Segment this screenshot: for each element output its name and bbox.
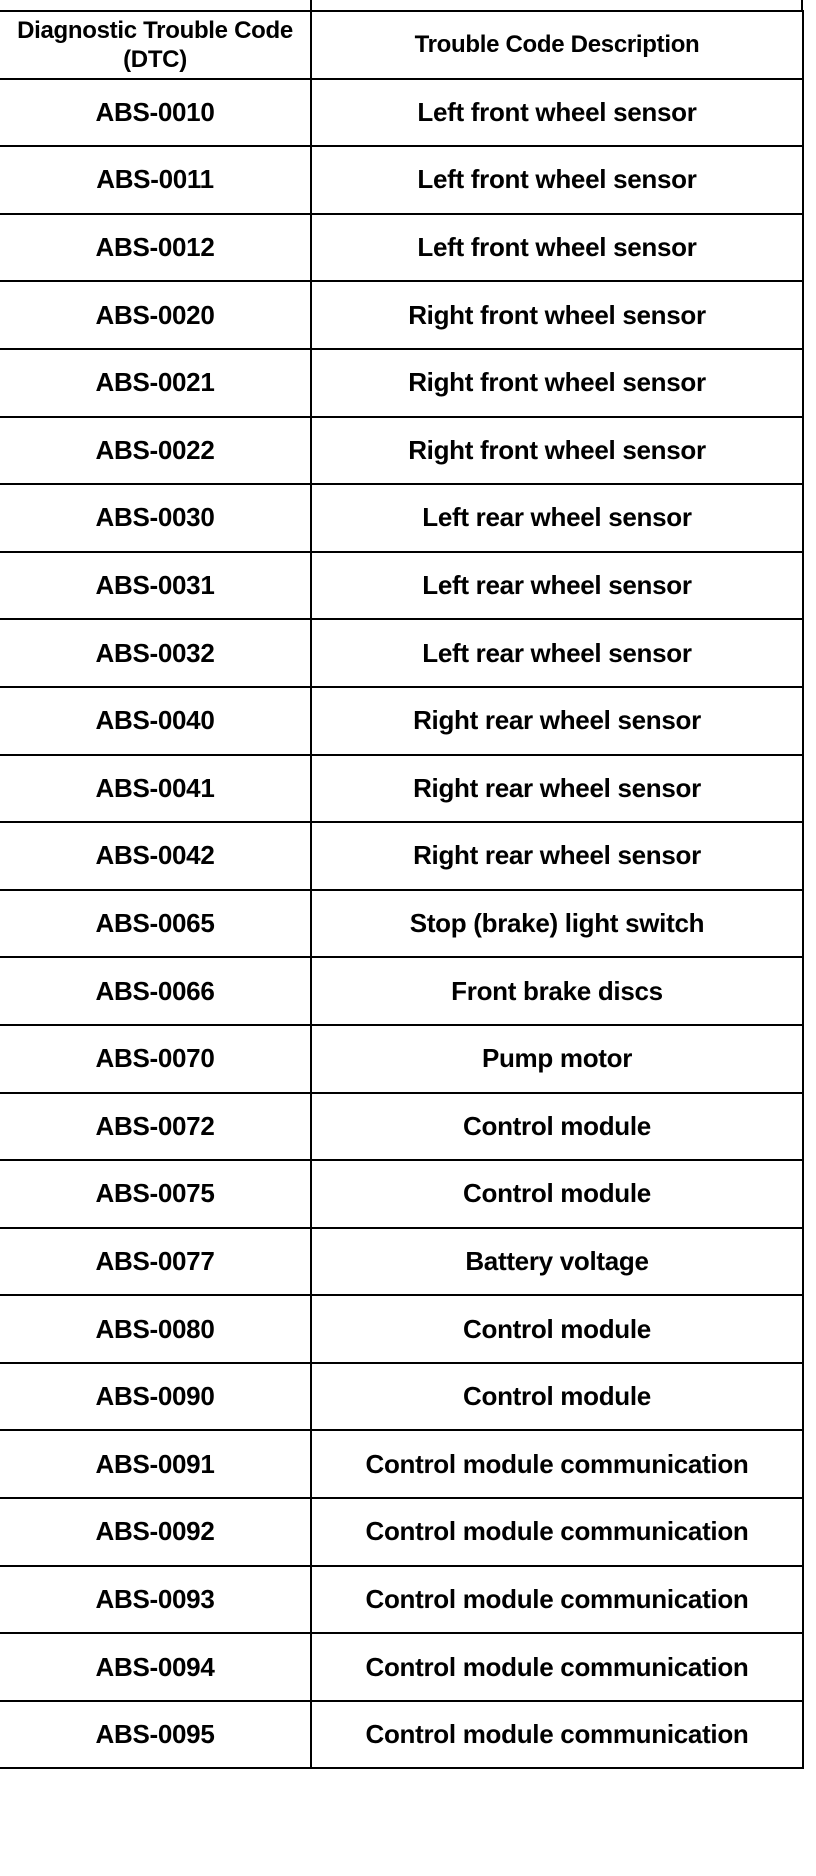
dtc-description-cell: Control module — [311, 1093, 803, 1161]
dtc-code-cell: ABS-0041 — [0, 755, 311, 823]
dtc-code-cell: ABS-0042 — [0, 822, 311, 890]
dtc-description-cell: Left front wheel sensor — [311, 214, 803, 282]
dtc-description-cell: Control module — [311, 1295, 803, 1363]
dtc-description-cell: Left rear wheel sensor — [311, 484, 803, 552]
dtc-code-cell: ABS-0080 — [0, 1295, 311, 1363]
dtc-description-cell: Left rear wheel sensor — [311, 619, 803, 687]
dtc-code-cell: ABS-0093 — [0, 1566, 311, 1634]
table-row — [0, 687, 803, 755]
table-row — [0, 1566, 803, 1634]
dtc-table — [0, 10, 804, 1769]
dtc-code-cell: ABS-0065 — [0, 890, 311, 958]
dtc-description-cell: Right rear wheel sensor — [311, 822, 803, 890]
dtc-code-cell: ABS-0032 — [0, 619, 311, 687]
dtc-code-cell: ABS-0091 — [0, 1430, 311, 1498]
description-column-header: Trouble Code Description — [311, 11, 803, 79]
dtc-code-cell: ABS-0090 — [0, 1363, 311, 1431]
dtc-code-cell: ABS-0092 — [0, 1498, 311, 1566]
dtc-code-cell: ABS-0031 — [0, 552, 311, 620]
dtc-code-cell: ABS-0030 — [0, 484, 311, 552]
table-row — [0, 1160, 803, 1228]
table-row — [0, 281, 803, 349]
table-row — [0, 822, 803, 890]
dtc-code-cell: ABS-0010 — [0, 79, 311, 147]
dtc-code-cell: ABS-0094 — [0, 1633, 311, 1701]
dtc-description-cell: Right front wheel sensor — [311, 349, 803, 417]
table-row — [0, 417, 803, 485]
table-row — [0, 1295, 803, 1363]
table-row — [0, 1093, 803, 1161]
table-row — [0, 1498, 803, 1566]
dtc-description-cell: Control module communication — [311, 1430, 803, 1498]
table-row — [0, 214, 803, 282]
dtc-code-cell: ABS-0011 — [0, 146, 311, 214]
table-row — [0, 79, 803, 147]
dtc-code-cell: ABS-0072 — [0, 1093, 311, 1161]
dtc-description-cell: Control module communication — [311, 1566, 803, 1634]
table-row — [0, 1228, 803, 1296]
dtc-table-body — [0, 79, 803, 1769]
table-row — [0, 146, 803, 214]
dtc-code-cell: ABS-0095 — [0, 1701, 311, 1769]
table-row — [0, 957, 803, 1025]
dtc-description-cell: Control module communication — [311, 1633, 803, 1701]
dtc-description-cell: Control module — [311, 1363, 803, 1431]
dtc-code-cell: ABS-0070 — [0, 1025, 311, 1093]
dtc-description-cell: Right rear wheel sensor — [311, 687, 803, 755]
table-row — [0, 755, 803, 823]
table-row — [0, 890, 803, 958]
dtc-description-cell: Control module — [311, 1160, 803, 1228]
dtc-description-cell: Right front wheel sensor — [311, 281, 803, 349]
dtc-description-cell: Control module communication — [311, 1701, 803, 1769]
dtc-code-cell: ABS-0066 — [0, 957, 311, 1025]
table-row — [0, 1025, 803, 1093]
dtc-code-cell: ABS-0021 — [0, 349, 311, 417]
dtc-code-cell: ABS-0020 — [0, 281, 311, 349]
dtc-description-cell: Left front wheel sensor — [311, 146, 803, 214]
dtc-description-cell: Right front wheel sensor — [311, 417, 803, 485]
table-row — [0, 1633, 803, 1701]
table-row — [0, 349, 803, 417]
dtc-description-cell: Battery voltage — [311, 1228, 803, 1296]
dtc-description-cell: Right rear wheel sensor — [311, 755, 803, 823]
dtc-table-header — [0, 11, 803, 79]
dtc-description-cell: Left front wheel sensor — [311, 79, 803, 147]
dtc-code-cell: ABS-0075 — [0, 1160, 311, 1228]
dtc-code-cell: ABS-0012 — [0, 214, 311, 282]
table-row — [0, 1430, 803, 1498]
dtc-description-cell: Front brake discs — [311, 957, 803, 1025]
table-row — [0, 1363, 803, 1431]
table-row — [0, 484, 803, 552]
dtc-code-cell: ABS-0022 — [0, 417, 311, 485]
dtc-description-cell: Pump motor — [311, 1025, 803, 1093]
table-row — [0, 1701, 803, 1769]
dtc-code-cell: ABS-0040 — [0, 687, 311, 755]
dtc-code-cell: ABS-0077 — [0, 1228, 311, 1296]
table-row — [0, 619, 803, 687]
dtc-description-cell: Left rear wheel sensor — [311, 552, 803, 620]
dtc-description-cell: Control module communication — [311, 1498, 803, 1566]
header-row — [0, 11, 803, 79]
dtc-description-cell: Stop (brake) light switch — [311, 890, 803, 958]
table-row — [0, 552, 803, 620]
code-column-header: Diagnostic Trouble Code (DTC) — [0, 11, 311, 79]
